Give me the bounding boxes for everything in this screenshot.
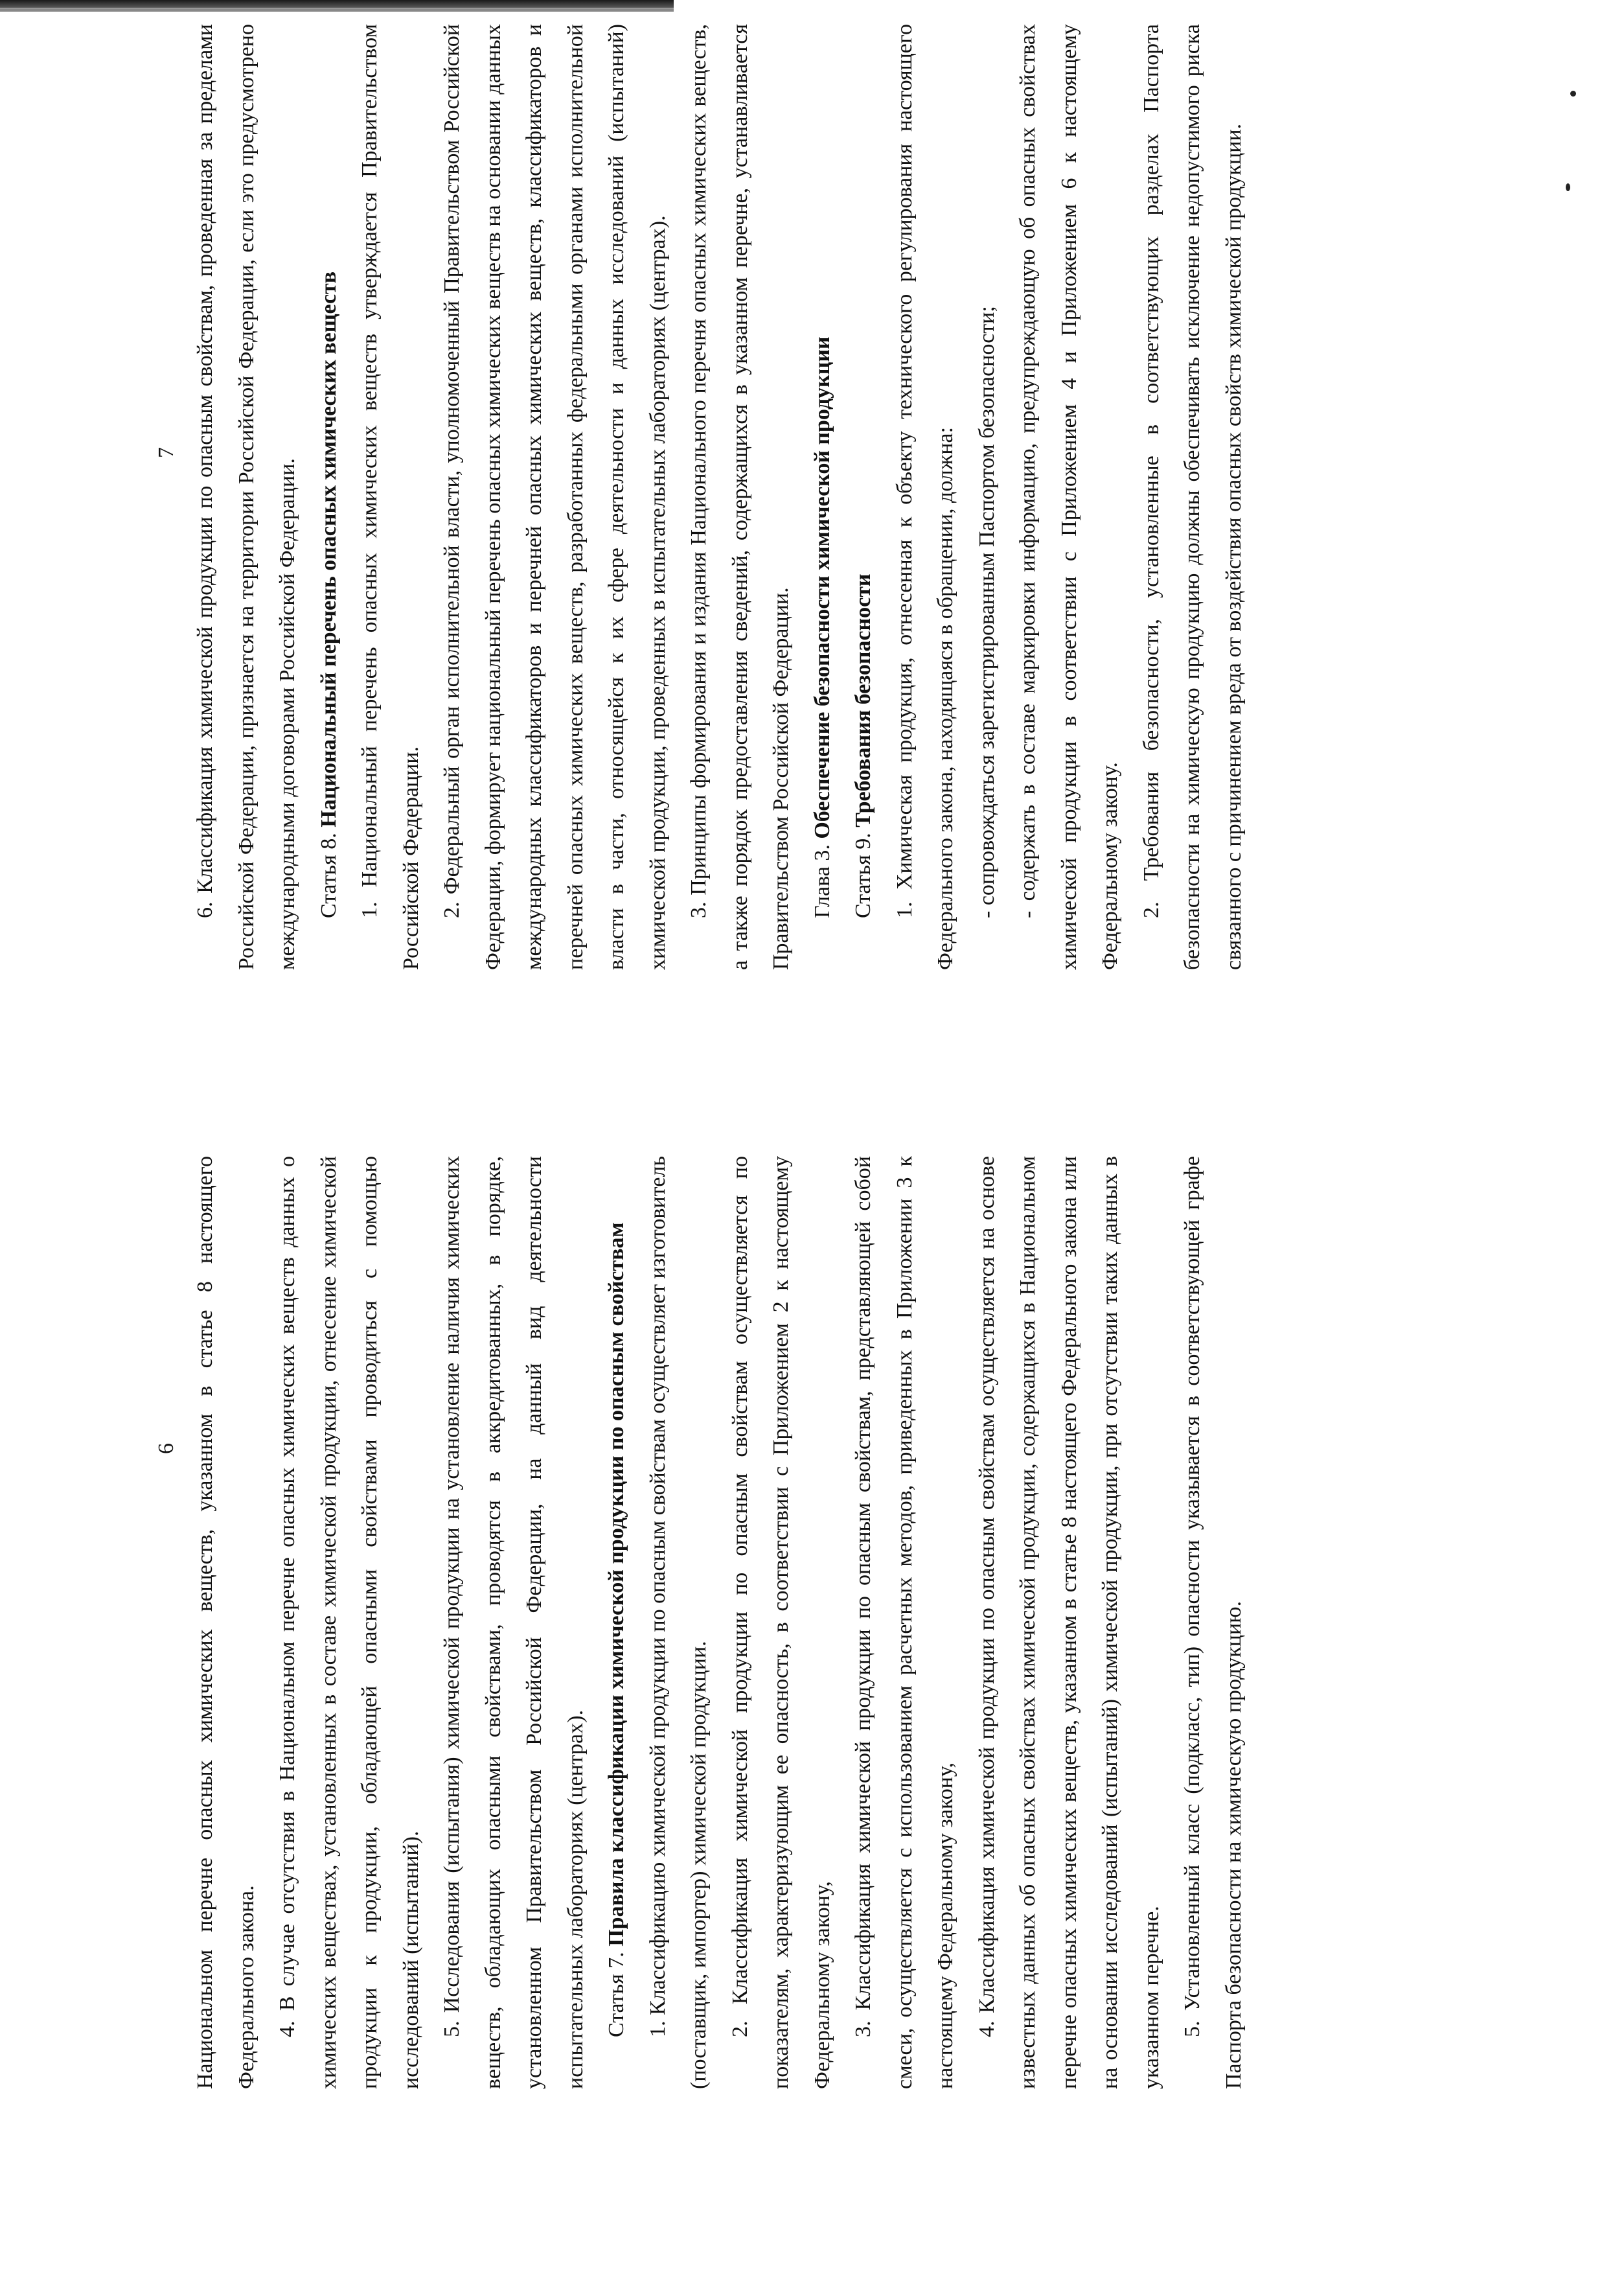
paragraph: 2. Классификация химической продукции по опасным свойствам осуществляется по показателям, характеризующим ее опасность, в соответствии с Приложением 2 к настоящему Федеральному закону,	[727, 1156, 834, 2089]
paragraph: Национальном перечне опасных химических веществ, указанном в статье 8 настоящего Федерального закона.	[193, 1156, 258, 2089]
paragraph: 3. Принципы формирования и издания Национального перечня опасных химических веществ, а также порядок предоставления сведений, содержащихся в указанном перечне, устанавливается Правительством Российской Федерации.	[687, 24, 793, 970]
paragraph: 2. Федеральный орган исполнительной власти, уполномоченный Правительством Российской Федерации, формирует национальный перечень опасных химических веществ на основании данных международных классификаторов и перечней опасных химических веществ, классификаторов и перечней опасных химических веществ, разработанных федеральными органами исполнительной власти в части, относящейся к их сфере деятельности и данных исследований (испытаний) химической продукции, проведенных в испытательных лабораториях (центрах).	[440, 24, 670, 970]
article-prefix: Статья 7.	[604, 1946, 628, 2037]
page-7	[0, 0, 1624, 1138]
article-prefix: Статья 8.	[316, 827, 341, 918]
page-number: 7	[154, 447, 178, 458]
paragraph: 3. Классификация химической продукции по опасным свойствам, представляющей собой смеси, осуществляется с использованием расчетных методов, приведенных в Приложении 3 к настоящему Федеральному закону,	[851, 1156, 957, 2089]
paragraph: 1. Химическая продукция, отнесенная к объекту технического регулирования настоящего Федерального закона, находящаяся в обращении, должна:	[892, 24, 957, 970]
chapter-title: Обеспечение безопасности химической продукции	[810, 336, 834, 839]
article-title: Требования безопасности	[851, 573, 875, 827]
page-number: 6	[154, 1443, 178, 1454]
chapter-3-heading	[802, 24, 843, 970]
article-7-heading	[596, 1156, 637, 2089]
article-9-heading	[843, 24, 884, 970]
paragraph: 4. В случае отсутствия в Национальном перечне опасных химических веществ данных о химических веществах, установленных в составе химической продукции, отнесение химической продукции к продукции, обладающей опасными свойствами проводиться с помощью исследований (испытаний).	[275, 1156, 423, 2089]
paragraph: 1. Классификацию химической продукции по опасным свойствам осуществляет изготовитель (поставщик, импортер) химической продукции.	[645, 1156, 711, 2089]
page-body	[185, 24, 1254, 970]
page-body	[185, 1156, 1254, 2089]
article-title: Правила классификации химической продукции по опасным свойствам	[604, 1222, 628, 1947]
paragraph: 4. Классификация химической продукции по опасным свойствам осуществляется на основе известных данных об опасных свойствах химической продукции, содержащихся в Национальном перечне опасных химических веществ, указанном в статье 8 настоящего Федерального закона или на основании исследований (испытаний) химической продукции, при отсутствии таких данных в указанном перечне.	[974, 1156, 1163, 2089]
paragraph: 5. Установленный класс (подкласс, тип) опасности указывается в соответствующей графе Паспорта безопасности на химическую продукцию.	[1180, 1156, 1246, 2089]
paragraph: 2. Требования безопасности, установленные в соответствующих разделах Паспорта безопасности на химическую продукцию должны обеспечивать исключение недопустимого риска связанного с причинением вреда от воздействия опасных свойств химической продукции.	[1139, 24, 1246, 970]
article-prefix: Статья 9.	[851, 827, 875, 918]
article-8-heading	[308, 24, 350, 970]
list-item: - сопровождаться зарегистрированным Паспортом безопасности;	[974, 306, 999, 918]
page-6	[0, 1138, 1624, 2277]
chapter-prefix: Глава 3.	[810, 838, 834, 918]
article-title: Национальный перечень опасных химических веществ	[316, 271, 341, 827]
paragraph: 1. Национальный перечень опасных химических веществ утверждается Правительством Российской Федерации.	[358, 24, 423, 970]
paragraph: 5. Исследования (испытания) химической продукции на установление наличия химических веществ, обладающих опасными свойствами, проводятся в аккредитованных, в порядке, установленном Правительством Российской Федерации, на данный вид деятельности испытательных лабораториях (центрах).	[440, 1156, 588, 2089]
paragraph: 6. Классификация химической продукции по опасным свойствам, проведенная за пределами Российской Федерации, признается на территории Российской Федерации, если это предусмотрено международными договорами Российской Федерации.	[193, 24, 299, 970]
list-item: - содержать в составе маркировки информацию, предупреждающую об опасных свойствах химической продукции в соответствии с Приложением 4 и Приложением 6 к настоящему Федеральному закону.	[1016, 24, 1122, 970]
